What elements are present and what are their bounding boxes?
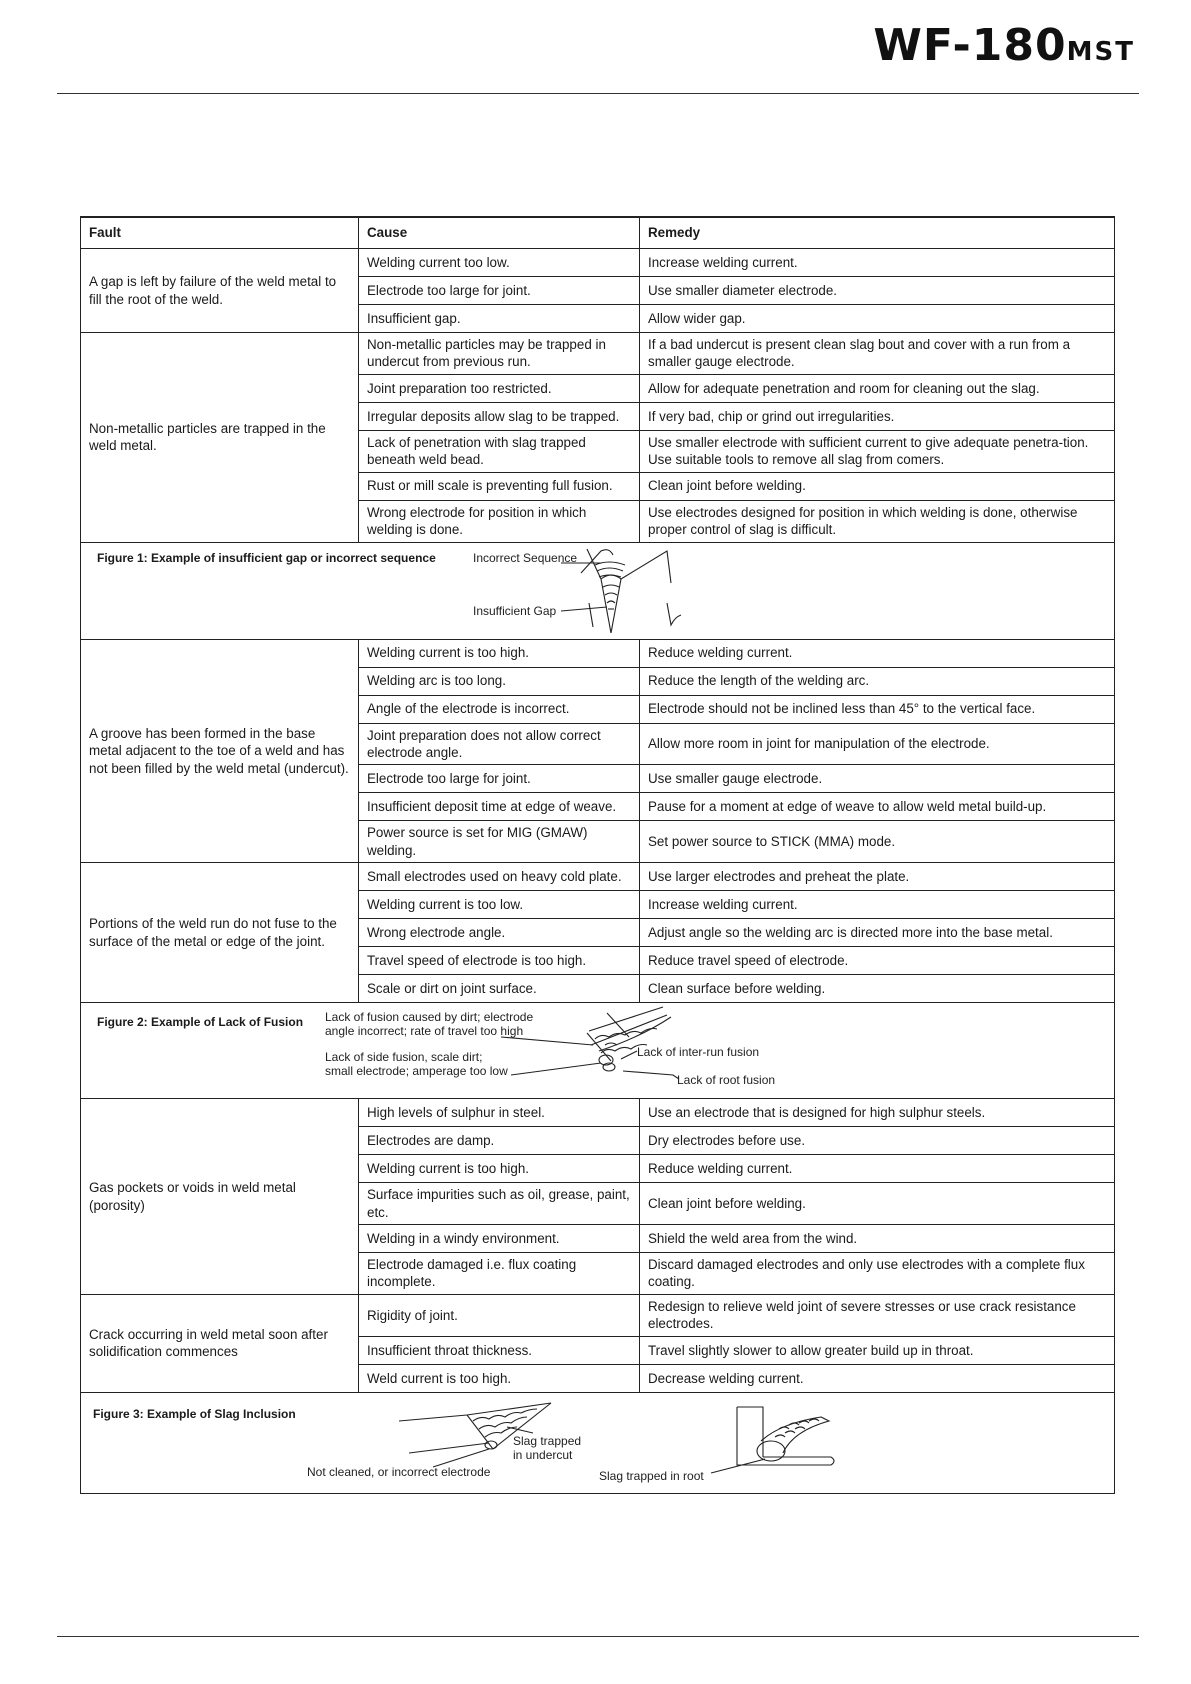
remedy-cell: Reduce the length of the welding arc. — [640, 667, 1115, 695]
label-not-cleaned: Not cleaned, or incorrect electrode — [307, 1464, 491, 1479]
table-row — [81, 1294, 1115, 1336]
remedy-cell: If a bad undercut is present clean slag bout and cover with a run from a smaller gauge electrode. — [640, 333, 1115, 375]
footer-rule — [57, 1636, 1139, 1637]
fault-cell: A groove has been formed in the base metal adjacent to the toe of a weld and has not been filled by the weld metal (undercut). — [81, 639, 359, 863]
fault-cell: Non-metallic particles are trapped in the weld metal. — [81, 333, 359, 543]
cause-cell: Weld current is too high. — [359, 1364, 640, 1392]
remedy-cell: Set power source to STICK (MMA) mode. — [640, 821, 1115, 863]
cause-cell: Insufficient throat thickness. — [359, 1336, 640, 1364]
cause-cell: High levels of sulphur in steel. — [359, 1099, 640, 1127]
cause-cell: Rigidity of joint. — [359, 1294, 640, 1336]
cause-cell: Joint preparation does not allow correct electrode angle. — [359, 723, 640, 765]
label-slag-trapped-root: Slag trapped in root — [599, 1468, 704, 1483]
remedy-cell: Reduce travel speed of electrode. — [640, 947, 1115, 975]
remedy-cell: Redesign to relieve weld joint of severe stresses or use crack resistance electrodes. — [640, 1294, 1115, 1336]
remedy-cell: Increase welding current. — [640, 249, 1115, 277]
cause-cell: Electrodes are damp. — [359, 1127, 640, 1155]
table-row — [81, 249, 1115, 277]
label-insufficient-gap: Insufficient Gap — [473, 603, 557, 618]
header-rule — [57, 93, 1139, 94]
brand-model-suffix: MST — [1066, 37, 1135, 67]
cause-cell: Travel speed of electrode is too high. — [359, 947, 640, 975]
cause-cell: Rust or mill scale is preventing full fusion. — [359, 472, 640, 500]
figure-row — [81, 1392, 1115, 1493]
figure-row — [81, 1003, 1115, 1099]
label-incorrect-sequence: Incorrect Sequence — [473, 550, 578, 565]
figure-3 — [81, 1392, 1115, 1493]
label-slag-trapped-undercut: Slag trapped in undercut — [513, 1433, 582, 1462]
remedy-cell: Use electrodes designed for position in which welding is done, otherwise proper control of slag is difficult. — [640, 500, 1115, 542]
label-lack-of-inter-run-fusion: Lack of inter-run fusion — [637, 1045, 760, 1060]
remedy-cell: Use larger electrodes and preheat the plate. — [640, 863, 1115, 891]
cause-cell: Welding current is too high. — [359, 639, 640, 667]
remedy-cell: Use smaller diameter electrode. — [640, 277, 1115, 305]
cause-cell: Irregular deposits allow slag to be trapped. — [359, 402, 640, 430]
remedy-cell: Reduce welding current. — [640, 639, 1115, 667]
cause-cell: Electrode too large for joint. — [359, 277, 640, 305]
label-lack-of-side-fusion: Lack of side fusion, scale dirt; small electrode; amperage too low — [325, 1050, 508, 1079]
figure-3-diagram — [81, 1393, 1115, 1494]
remedy-cell: Shield the weld area from the wind. — [640, 1225, 1115, 1253]
cause-cell: Angle of the electrode is incorrect. — [359, 695, 640, 723]
figure-2 — [81, 1003, 1115, 1099]
cause-cell: Wrong electrode for position in which welding is done. — [359, 500, 640, 542]
remedy-cell: Travel slightly slower to allow greater build up in throat. — [640, 1336, 1115, 1364]
table-row — [81, 333, 1115, 375]
remedy-cell: Allow more room in joint for manipulation of the electrode. — [640, 723, 1115, 765]
remedy-cell: Adjust angle so the welding arc is directed more into the base metal. — [640, 919, 1115, 947]
remedy-cell: Use smaller electrode with sufficient current to give adequate penetra-tion. Use suitable tools to remove all slag from comers. — [640, 430, 1115, 472]
cause-cell: Non-metallic particles may be trapped in undercut from previous run. — [359, 333, 640, 375]
remedy-cell: Clean joint before welding. — [640, 472, 1115, 500]
figure-1 — [81, 542, 1115, 639]
remedy-cell: Discard damaged electrodes and only use electrodes with a complete flux coating. — [640, 1253, 1115, 1295]
label-lack-of-root-fusion: Lack of root fusion — [677, 1073, 776, 1088]
header-remedy: Remedy — [640, 217, 1115, 249]
cause-cell: Insufficient gap. — [359, 305, 640, 333]
table-row — [81, 639, 1115, 667]
cause-cell: Welding current too low. — [359, 249, 640, 277]
fault-cell: Crack occurring in weld metal soon after solidification commences — [81, 1294, 359, 1392]
remedy-cell: Allow for adequate penetration and room for cleaning out the slag. — [640, 374, 1115, 402]
cause-cell: Joint preparation too restricted. — [359, 374, 640, 402]
remedy-cell: Dry electrodes before use. — [640, 1127, 1115, 1155]
figure-3-title: Figure 3: Example of Slag Inclusion — [93, 1406, 296, 1421]
figure-1-title: Figure 1: Example of insufficient gap or incorrect sequence — [97, 550, 436, 565]
cause-cell: Welding in a windy environment. — [359, 1225, 640, 1253]
remedy-cell: Reduce welding current. — [640, 1155, 1115, 1183]
troubleshooting-table — [80, 216, 1115, 1494]
remedy-cell: Allow wider gap. — [640, 305, 1115, 333]
brand-model: WF-180 — [873, 20, 1067, 71]
header-fault: Fault — [81, 217, 359, 249]
fault-cell: Gas pockets or voids in weld metal (porosity) — [81, 1099, 359, 1295]
figure-1-diagram — [81, 543, 1115, 640]
table-row — [81, 1099, 1115, 1127]
label-lack-of-fusion-dirt: Lack of fusion caused by dirt; electrode angle incorrect; rate of travel too high — [325, 1010, 534, 1039]
remedy-cell: Use smaller gauge electrode. — [640, 765, 1115, 793]
cause-cell: Welding current is too low. — [359, 891, 640, 919]
figure-2-title: Figure 2: Example of Lack of Fusion — [97, 1015, 304, 1030]
cause-cell: Power source is set for MIG (GMAW) welding. — [359, 821, 640, 863]
remedy-cell: Pause for a moment at edge of weave to allow weld metal build-up. — [640, 793, 1115, 821]
cause-cell: Electrode too large for joint. — [359, 765, 640, 793]
table-header-row — [81, 217, 1115, 249]
table-row — [81, 863, 1115, 891]
remedy-cell: Clean surface before welding. — [640, 975, 1115, 1003]
fault-cell: Portions of the weld run do not fuse to the surface of the metal or edge of the joint. — [81, 863, 359, 1003]
cause-cell: Surface impurities such as oil, grease, paint, etc. — [359, 1183, 640, 1225]
remedy-cell: Electrode should not be inclined less than 45° to the vertical face. — [640, 695, 1115, 723]
cause-cell: Electrode damaged i.e. flux coating incomplete. — [359, 1253, 640, 1295]
cause-cell: Scale or dirt on joint surface. — [359, 975, 640, 1003]
figure-2-diagram — [81, 1003, 1115, 1099]
brand-logo — [873, 20, 1135, 71]
cause-cell: Lack of penetration with slag trapped beneath weld bead. — [359, 430, 640, 472]
cause-cell: Welding arc is too long. — [359, 667, 640, 695]
cause-cell: Welding current is too high. — [359, 1155, 640, 1183]
remedy-cell: Use an electrode that is designed for high sulphur steels. — [640, 1099, 1115, 1127]
cause-cell: Insufficient deposit time at edge of weave. — [359, 793, 640, 821]
remedy-cell: Clean joint before welding. — [640, 1183, 1115, 1225]
remedy-cell: Increase welding current. — [640, 891, 1115, 919]
remedy-cell: If very bad, chip or grind out irregularities. — [640, 402, 1115, 430]
fault-cell: A gap is left by failure of the weld metal to fill the root of the weld. — [81, 249, 359, 333]
header-cause: Cause — [359, 217, 640, 249]
figure-row — [81, 542, 1115, 639]
remedy-cell: Decrease welding current. — [640, 1364, 1115, 1392]
cause-cell: Small electrodes used on heavy cold plate. — [359, 863, 640, 891]
cause-cell: Wrong electrode angle. — [359, 919, 640, 947]
